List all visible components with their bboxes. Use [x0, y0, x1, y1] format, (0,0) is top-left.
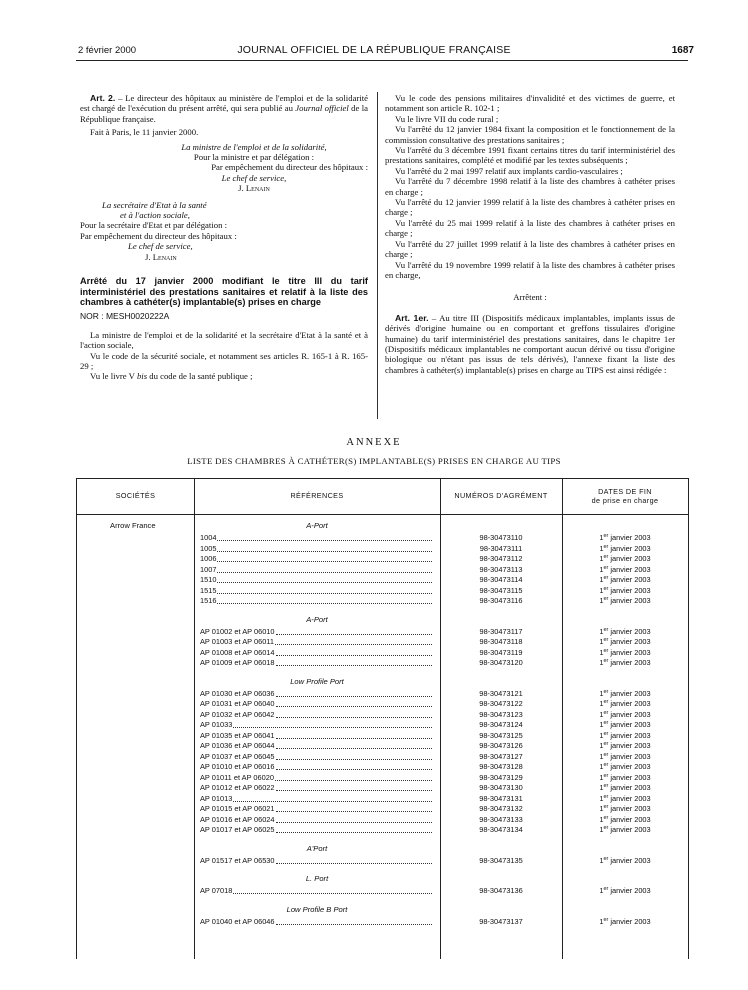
end-date: 1er janvier 2003 [599, 730, 651, 740]
end-date: 1er janvier 2003 [599, 658, 651, 667]
leader-dots [276, 856, 432, 864]
signature-2-line-2: Par empêchement du directeur des hôpitaux : [80, 230, 237, 241]
group-name: A-Port [306, 614, 328, 624]
end-date: 1er janvier 2003 [599, 699, 651, 708]
table-row [77, 741, 688, 752]
reference-cell [200, 648, 432, 659]
table-row [77, 731, 688, 742]
table-row [77, 762, 688, 773]
group-name: A'Port [306, 843, 328, 853]
reference-text: AP 01012 et AP 06022 [200, 783, 275, 792]
reference-text: AP 07018 [200, 886, 233, 895]
reference-text: AP 01030 et AP 06036 [200, 688, 275, 698]
agrement-number: 98-30473134 [479, 825, 523, 834]
leader-dots [233, 720, 432, 728]
vu-item: Vu l'arrêté du 27 juillet 1999 relatif à la liste des chambres à cathéter prises en charge ; [385, 238, 675, 260]
signature-1-title: La ministre de l'emploi et de la solidarité, [181, 141, 327, 152]
annexe-subtitle: LISTE DES CHAMBRES À CATHÉTER(S) IMPLANTABLE(S) PRISES EN CHARGE AU TIPS [187, 456, 561, 466]
reference-text: AP 01517 et AP 06530 [200, 855, 275, 865]
preamble-ministre: La ministre de l'emploi et de la solidarité et la secrétaire d'Etat à la santé et à l'action sociale, [80, 329, 368, 351]
header-page-number: 1687 [671, 45, 694, 56]
signature-2-title-2: et à l'action sociale, [120, 210, 190, 221]
end-date: 1er janvier 2003 [599, 814, 651, 824]
agrement-number: 98-30473110 [479, 533, 523, 542]
reference-cell [200, 762, 432, 773]
reference-cell [200, 856, 432, 867]
leader-dots [217, 575, 432, 583]
reference-text: AP 01040 et AP 06046 [200, 916, 275, 926]
agrement-number: 98-30473118 [479, 637, 523, 646]
reference-text: AP 01013 [200, 793, 233, 803]
header-numeros-agrement: NUMÉROS D'AGRÉMENT [454, 491, 548, 501]
leader-dots [276, 648, 432, 656]
annexe-title: ANNEXE [346, 437, 402, 448]
end-date: 1er janvier 2003 [599, 772, 651, 782]
group-row [77, 675, 688, 689]
reference-cell [200, 731, 432, 742]
end-date: 1er janvier 2003 [599, 709, 651, 719]
article-1 [385, 313, 675, 375]
signature-2-line-1: Pour la secrétaire d'Etat et par délégation : [80, 220, 228, 231]
reference-text: AP 01016 et AP 06024 [200, 814, 275, 824]
header-societes: SOCIÉTÉS [115, 491, 156, 501]
annexe-table [76, 478, 689, 959]
reference-cell [200, 794, 432, 805]
end-date: 1er janvier 2003 [599, 637, 651, 646]
vu-item: Vu l'arrêté du 12 janvier 1984 fixant la composition et le fonctionnement de la commission consultative des prestations sanitaires ; [385, 124, 675, 145]
table-row [77, 627, 688, 638]
leader-dots [276, 815, 432, 823]
end-date: 1er janvier 2003 [599, 793, 651, 803]
agrement-number: 98-30473125 [479, 730, 523, 740]
table-body [77, 519, 688, 927]
reference-text: AP 01031 et AP 06040 [200, 699, 275, 708]
fait-a-paris: Fait à Paris, le 11 janvier 2000. [90, 127, 199, 138]
table-row [77, 886, 688, 897]
end-date: 1er janvier 2003 [599, 575, 651, 584]
article-2-text: – Le directeur des hôpitaux au ministère de l'emploi et de la solidarité est chargé de l'exécution du présent arrêté, qui sera publié au [80, 93, 368, 114]
table-row [77, 565, 688, 576]
vu-item: Vu l'arrêté du 12 janvier 1999 relatif à la liste des chambres à cathéter prises en charge ; [385, 197, 675, 218]
arrete-title: Arrêté du 17 janvier 2000 modifiant le titre III du tarif interministériel des prestations sanitaires et relatif à la liste des chambres à cathéter(s) implantable(s) prises en charge [80, 276, 368, 307]
header-rule [76, 60, 688, 61]
reference-cell [200, 627, 432, 638]
end-date: 1er janvier 2003 [599, 626, 651, 636]
end-date: 1er janvier 2003 [599, 688, 651, 698]
leader-dots [233, 886, 432, 894]
agrement-number: 98-30473127 [479, 751, 523, 761]
agrement-number: 98-30473137 [479, 916, 523, 926]
group-name: A-Port [306, 521, 328, 530]
agrement-number: 98-30473135 [479, 855, 523, 865]
signature-2-name: J. Lenain [145, 251, 177, 262]
company-name: Arrow France [110, 521, 156, 530]
leader-dots [217, 565, 432, 573]
agrement-number: 98-30473117 [479, 626, 523, 636]
leader-dots [275, 637, 432, 645]
header-dates-line-2: de prise en charge [591, 495, 659, 505]
reference-cell [200, 741, 432, 752]
end-date: 1er janvier 2003 [599, 886, 651, 895]
table-row [77, 575, 688, 586]
reference-text: AP 01009 et AP 06018 [200, 658, 275, 667]
group-row [77, 613, 688, 627]
table-row [77, 658, 688, 669]
end-date: 1er janvier 2003 [599, 564, 651, 574]
reference-cell [200, 699, 432, 710]
agrement-number: 98-30473124 [479, 720, 523, 729]
leader-dots [276, 658, 432, 666]
reference-text: AP 01035 et AP 06041 [200, 730, 275, 740]
table-header-rule [77, 514, 688, 515]
table-row [77, 689, 688, 700]
signature-1-line-3: Le chef de service, [221, 172, 287, 183]
end-date: 1er janvier 2003 [599, 762, 651, 771]
reference-cell [200, 783, 432, 794]
vu-code-sante-publique: Vu le livre V bis du code de la santé publique ; [90, 371, 253, 382]
vu-item: Vu l'arrêté du 7 décembre 1998 relatif à la liste des chambres à cathéter prises en charge ; [385, 176, 675, 197]
table-row [77, 648, 688, 659]
table-row [77, 586, 688, 597]
agrement-number: 98-30473132 [479, 804, 523, 813]
leader-dots [276, 627, 432, 635]
end-date: 1er janvier 2003 [599, 720, 651, 729]
reference-cell [200, 804, 432, 815]
group-row [77, 842, 688, 856]
leader-dots [276, 710, 432, 718]
end-date: 1er janvier 2003 [599, 554, 651, 563]
agrement-number: 98-30473129 [479, 772, 523, 782]
end-date: 1er janvier 2003 [599, 783, 651, 792]
article-2-label: Art. 2. [90, 93, 116, 103]
agrement-number: 98-30473111 [479, 543, 523, 553]
signature-1-line-1: Pour la ministre et par délégation : [193, 152, 315, 163]
agrement-number: 98-30473122 [479, 699, 523, 708]
table-row [77, 815, 688, 826]
leader-dots [276, 825, 432, 833]
reference-cell [200, 637, 432, 648]
agrement-number: 98-30473136 [479, 886, 523, 895]
table-row [77, 710, 688, 721]
leader-dots [217, 544, 432, 552]
leader-dots [217, 533, 432, 541]
arretent: Arrêtent : [513, 292, 547, 303]
end-date: 1er janvier 2003 [599, 804, 651, 813]
reference-cell [200, 720, 432, 731]
reference-text: AP 01011 et AP 06020 [200, 772, 274, 782]
group-row [77, 519, 688, 533]
reference-text: AP 01003 et AP 06011 [200, 637, 274, 646]
vu-item: Vu l'arrêté du 19 novembre 1999 relatif à la liste des chambres à cathéter prises en charge, [385, 259, 675, 280]
table-row [77, 917, 688, 928]
reference-cell [200, 544, 432, 555]
vu-code-securite-sociale: Vu le code de la sécurité sociale, et notamment ses articles R. 165-1 à R. 165-29 ; [80, 350, 368, 371]
agrement-number: 98-30473115 [479, 585, 523, 595]
header-journal-title: JOURNAL OFFICIEL DE LA RÉPUBLIQUE FRANÇAISE [237, 44, 511, 56]
reference-text: AP 01036 et AP 06044 [200, 741, 275, 750]
column-divider [377, 92, 378, 419]
agrement-number: 98-30473128 [479, 762, 523, 771]
table-row [77, 720, 688, 731]
leader-dots [276, 762, 432, 770]
table-row [77, 533, 688, 544]
table-row [77, 794, 688, 805]
end-date: 1er janvier 2003 [599, 741, 651, 750]
vu-item: Vu le livre VII du code rural ; [395, 113, 499, 124]
article-1-label: Art. 1er. [395, 312, 429, 323]
table-row [77, 752, 688, 763]
reference-cell [200, 773, 432, 784]
reference-cell [200, 658, 432, 669]
end-date: 1er janvier 2003 [599, 751, 651, 761]
table-row [77, 783, 688, 794]
signature-1-name: J. Lenain [238, 183, 270, 194]
end-date: 1er janvier 2003 [599, 596, 651, 605]
leader-dots [276, 741, 432, 749]
reference-text: AP 01002 et AP 06010 [200, 626, 275, 636]
leader-dots [276, 731, 432, 739]
reference-text: AP 01032 et AP 06042 [200, 709, 275, 719]
vu-item: Vu l'arrêté du 3 décembre 1991 fixant certains titres du tarif interministériel des prestations sanitaires, complété et modifié par les textes subséquents ; [385, 145, 675, 166]
end-date: 1er janvier 2003 [599, 543, 651, 553]
leader-dots [276, 783, 432, 791]
reference-text: AP 01010 et AP 06016 [200, 762, 275, 771]
agrement-number: 98-30473112 [479, 554, 523, 563]
group-row [77, 903, 688, 917]
group-name: Low Profile Port [290, 676, 344, 686]
leader-dots [217, 596, 432, 604]
table-row [77, 699, 688, 710]
reference-cell [200, 710, 432, 721]
agrement-number: 98-30473120 [479, 658, 523, 667]
leader-dots [217, 586, 432, 594]
agrement-number: 98-30473113 [479, 564, 523, 574]
leader-dots [276, 752, 432, 760]
reference-text: AP 01033 [200, 720, 233, 729]
leader-dots [276, 699, 432, 707]
reference-cell [200, 815, 432, 826]
header-dates-fin [562, 479, 688, 514]
leader-dots [276, 689, 432, 697]
reference-text: 1516 [200, 596, 217, 605]
leader-dots [276, 804, 432, 812]
table-row [77, 773, 688, 784]
agrement-number: 98-30473123 [479, 709, 523, 719]
agrement-number: 98-30473121 [479, 688, 523, 698]
table-row [77, 804, 688, 815]
agrement-number: 98-30473133 [479, 814, 523, 824]
end-date: 1er janvier 2003 [599, 855, 651, 865]
reference-cell [200, 752, 432, 763]
reference-text: AP 01037 et AP 06045 [200, 751, 275, 761]
reference-cell [200, 886, 432, 897]
group-name: L. Port [305, 874, 329, 883]
reference-text: 1006 [200, 554, 217, 563]
reference-cell [200, 586, 432, 597]
reference-text: 1005 [200, 543, 217, 553]
reference-text: AP 01015 et AP 06021 [200, 804, 275, 813]
reference-text: AP 01008 et AP 06014 [200, 647, 275, 657]
table-row [77, 544, 688, 555]
vu-item: Vu l'arrêté du 2 mai 1997 relatif aux implants cardio-vasculaires ; [395, 165, 623, 176]
nor-reference: NOR : MESH0020222A [80, 311, 170, 322]
leader-dots [233, 794, 432, 802]
agrement-number: 98-30473116 [479, 596, 523, 605]
reference-cell [200, 533, 432, 544]
agrement-number: 98-30473126 [479, 741, 523, 750]
reference-cell [200, 596, 432, 607]
table-row [77, 637, 688, 648]
reference-cell [200, 575, 432, 586]
table-row [77, 856, 688, 867]
agrement-number: 98-30473131 [479, 793, 523, 803]
reference-text: 1004 [200, 533, 217, 542]
reference-cell [200, 554, 432, 565]
agrement-number: 98-30473119 [479, 647, 523, 657]
article-2 [80, 93, 368, 124]
group-name: Low Profile B Port [286, 904, 348, 914]
right-column [385, 93, 675, 375]
reference-cell [200, 689, 432, 700]
article-1-text: – Au titre III (Dispositifs médicaux implantables, implants issus de dérivés d'origine humaine ou en comportant et greffons tissulaires d'origine humaine) du tarif interministériel des prestations sanitaires, dans le chapitre 1er (Dispositifs médicaux implantables ne comportant aucun dérivé ou tissu d'origine biologique ou n'étant pas issus de tels dérivés), l'annexe fixant la liste des chambres à cathéter(s) implantable(s) prises en charge au TIPS est ainsi rédigée : [385, 312, 675, 375]
leader-dots [217, 554, 432, 562]
journal-officiel-ref: Journal officiel [295, 103, 349, 114]
signature-1-line-2: Par empêchement du directeur des hôpitaux : [211, 162, 368, 173]
leader-dots [276, 917, 432, 925]
reference-text: AP 01017 et AP 06025 [200, 825, 275, 834]
reference-text: 1515 [200, 585, 217, 595]
end-date: 1er janvier 2003 [599, 585, 651, 595]
vu-item: Vu le code des pensions militaires d'invalidité et des victimes de guerre, et notamment son article R. 102-1 ; [385, 93, 675, 114]
leader-dots [275, 773, 432, 781]
header-dates-line-1: DATES DE FIN [598, 487, 652, 496]
reference-text: 1510 [200, 575, 217, 584]
reference-cell [200, 917, 432, 928]
reference-cell [200, 565, 432, 576]
agrement-number: 98-30473130 [479, 783, 523, 792]
reference-cell [200, 825, 432, 836]
end-date: 1er janvier 2003 [599, 825, 651, 834]
table-row [77, 825, 688, 836]
table-row [77, 554, 688, 565]
end-date: 1er janvier 2003 [599, 533, 651, 542]
end-date: 1er janvier 2003 [599, 647, 651, 657]
end-date: 1er janvier 2003 [599, 916, 651, 926]
table-row [77, 596, 688, 607]
signature-2-title-1: La secrétaire d'Etat à la santé [102, 199, 207, 210]
signature-2-line-3: Le chef de service, [128, 241, 193, 252]
group-row [77, 872, 688, 886]
reference-text: 1007 [200, 564, 217, 574]
header-references: RÉFÉRENCES [290, 491, 344, 501]
left-column [80, 93, 368, 382]
article-2-end: de la République française. [80, 103, 368, 124]
agrement-number: 98-30473114 [479, 575, 523, 584]
header-date: 2 février 2000 [78, 45, 137, 56]
vu-item: Vu l'arrêté du 25 mai 1999 relatif à la liste des chambres à cathéter prises en charge ; [385, 217, 675, 239]
